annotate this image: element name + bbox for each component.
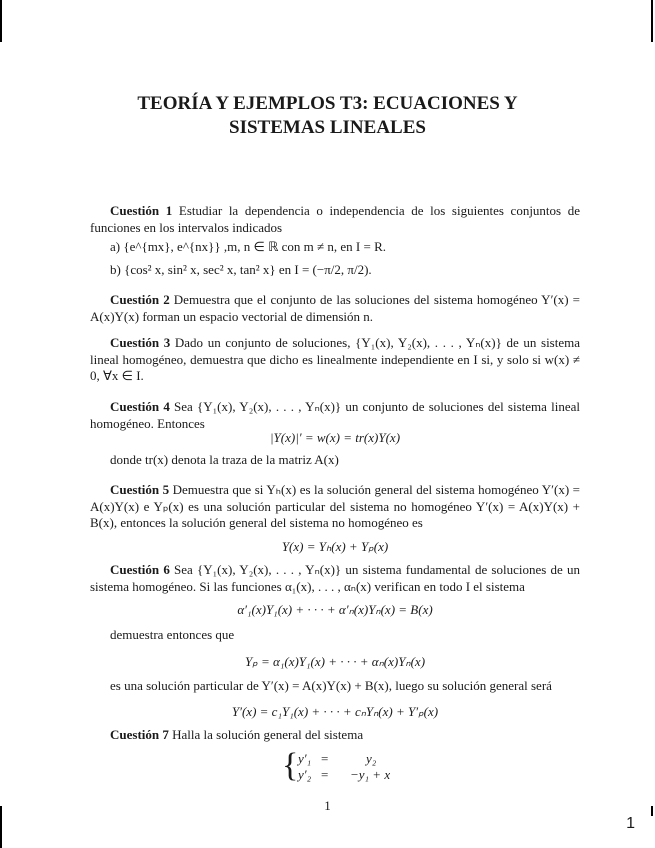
question-7-heading: Cuestión 7 [110, 727, 169, 742]
system-row-2-rhs: −y₁ + x [350, 767, 391, 782]
crop-mark-top-right [651, 0, 653, 42]
question-5 [90, 482, 580, 532]
question-2-heading: Cuestión 2 [110, 292, 170, 307]
system-row-2-eq: = [321, 767, 329, 782]
question-6-middle-1: demuestra entonces que [110, 627, 235, 642]
system-row-1-eq: = [321, 751, 329, 766]
document-title [0, 92, 655, 140]
question-3-heading: Cuestión 3 [110, 335, 171, 350]
question-1-item-a: a) {e^{mx}, e^{nx}} ,m, n ∈ ℝ con m ≠ n, en I = R. [110, 239, 386, 254]
question-4-text: Sea {Y₁(x), Y₂(x), . . . , Yₙ(x)} un conjunto de soluciones del sistema lineal homogéneo. Entonces [90, 399, 580, 431]
question-5-equation: Y(x) = Yₕ(x) + Yₚ(x) [281, 539, 389, 554]
title-line-1: TEORÍA Y EJEMPLOS T3: ECUACIONES Y [137, 93, 518, 114]
system-brace: { [282, 747, 299, 784]
system-row-1-rhs: y₂ [366, 751, 377, 766]
question-6-equation-3: Y′(x) = c₁Y₁(x) + · · · + cₙYₙ(x) + Y′ₚ(x) [231, 704, 439, 719]
question-2-text: Demuestra que el conjunto de las soluciones del sistema homogéneo Y′(x) = A(x)Y(x) forman un espacio vectorial de dimensión n. [90, 292, 580, 324]
question-6-equation-1: α′₁(x)Y₁(x) + · · · + α′ₙ(x)Yₙ(x) = B(x) [237, 602, 433, 617]
question-6-middle-2: es una solución particular de Y′(x) = A(x)Y(x) + B(x), luego su solución general será [110, 678, 552, 693]
system-row-1-lhs: y′₁ [298, 751, 312, 766]
crop-mark-top-left [0, 0, 2, 42]
viewer-page-indicator: 1 [626, 815, 635, 832]
question-5-text: Demuestra que si Yₕ(x) es la solución general del sistema homogéneo Y′(x) = A(x)Y(x) e Yₚ(x) es una solución particular del sistema no homogéneo Y′(x) = A(x)Y(x) + B(x), entonces la solución general del sistema no homogéneo es [90, 482, 580, 530]
question-1 [90, 203, 580, 236]
question-7 [90, 727, 580, 744]
question-1-text: Estudiar la dependencia o independencia de los siguientes conjuntos de funciones en los intervalos indicados [90, 203, 580, 235]
question-4 [90, 399, 580, 432]
page-number: 1 [324, 798, 331, 813]
question-4-after: donde tr(x) denota la traza de la matriz A(x) [110, 452, 339, 467]
question-4-equation: |Y(x)|′ = w(x) = tr(x)Y(x) [269, 430, 401, 445]
question-1-heading: Cuestión 1 [110, 203, 173, 218]
question-3 [90, 335, 580, 385]
question-7-text: Halla la solución general del sistema [168, 727, 364, 742]
question-2 [90, 292, 580, 325]
question-6-text: Sea {Y₁(x), Y₂(x), . . . , Yₙ(x)} un sistema fundamental de soluciones de un sistema homogéneo. Si las funciones α₁(x), . . . , αₙ(x) verifican en todo I el sistema [90, 562, 580, 594]
question-6 [90, 562, 580, 595]
title-line-2: SISTEMAS LINEALES [229, 117, 426, 138]
system-row-2-lhs: y′₂ [298, 767, 312, 782]
question-5-heading: Cuestión 5 [110, 482, 170, 497]
question-4-heading: Cuestión 4 [110, 399, 170, 414]
question-6-equation-2: Yₚ = α₁(x)Y₁(x) + · · · + αₙ(x)Yₙ(x) [244, 654, 426, 669]
question-3-text: Dado un conjunto de soluciones, {Y₁(x), Y₂(x), . . . , Yₙ(x)} de un sistema lineal homogéneo, demuestra que dicho es linealmente independiente en I si, y solo si w(x) ≠ 0, ∀x ∈ I. [90, 335, 581, 383]
question-6-heading: Cuestión 6 [110, 562, 170, 577]
question-1-item-b: b) {cos² x, sin² x, sec² x, tan² x} en I = (−π/2, π/2). [110, 262, 372, 277]
